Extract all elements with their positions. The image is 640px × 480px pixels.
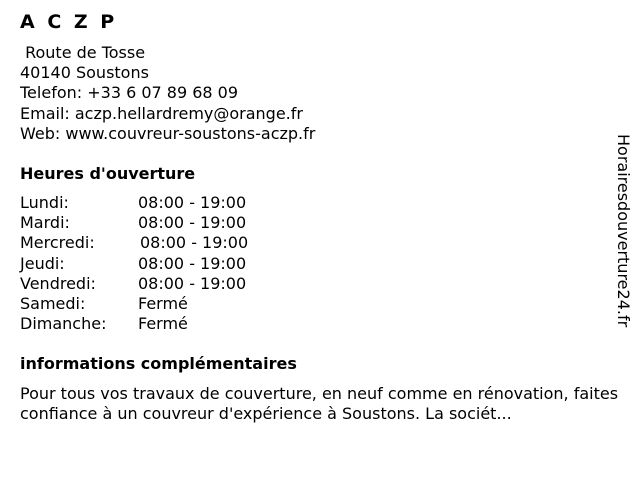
email-address: Email: aczp.hellardremy@orange.fr <box>20 103 303 123</box>
time-value: 08:00 - 19:00 <box>138 253 247 273</box>
address-street: Route de Tosse <box>20 43 146 62</box>
day-label: Vendredi: <box>20 273 96 293</box>
time-value: 08:00 - 19:00 <box>140 233 249 253</box>
side-credit-text: Horairesdouverture24.fr <box>614 134 633 328</box>
contact-block <box>20 43 315 144</box>
time-value: Fermé <box>138 314 188 334</box>
business-name: A C Z P <box>20 11 118 33</box>
time-value: Fermé <box>138 293 188 313</box>
day-label: Samedi: <box>20 293 86 313</box>
time-value: 08:00 - 19:00 <box>138 213 247 233</box>
website-address: Web: www.couvreur-soustons-aczp.fr <box>20 123 316 143</box>
hours-heading: Heures d'ouverture <box>20 164 196 183</box>
day-label: Lundi: <box>20 193 69 212</box>
day-label: Mardi: <box>20 213 70 233</box>
day-label: Jeudi: <box>20 253 65 273</box>
day-label: Dimanche: <box>20 314 107 334</box>
side-credit <box>613 134 633 344</box>
time-value: 08:00 - 19:00 <box>138 193 247 212</box>
address-city: 40140 Soustons <box>20 63 149 83</box>
time-value: 08:00 - 19:00 <box>138 273 247 293</box>
day-label: Mercredi: <box>20 233 95 253</box>
phone-number: Telefon: +33 6 07 89 68 09 <box>20 83 239 103</box>
info-heading: informations complémentaires <box>20 354 297 373</box>
info-description: Pour tous vos travaux de couverture, en neuf comme en rénovation, faites confiance à un couvreur d'expérience à Soustons. La sociét... <box>20 384 619 423</box>
